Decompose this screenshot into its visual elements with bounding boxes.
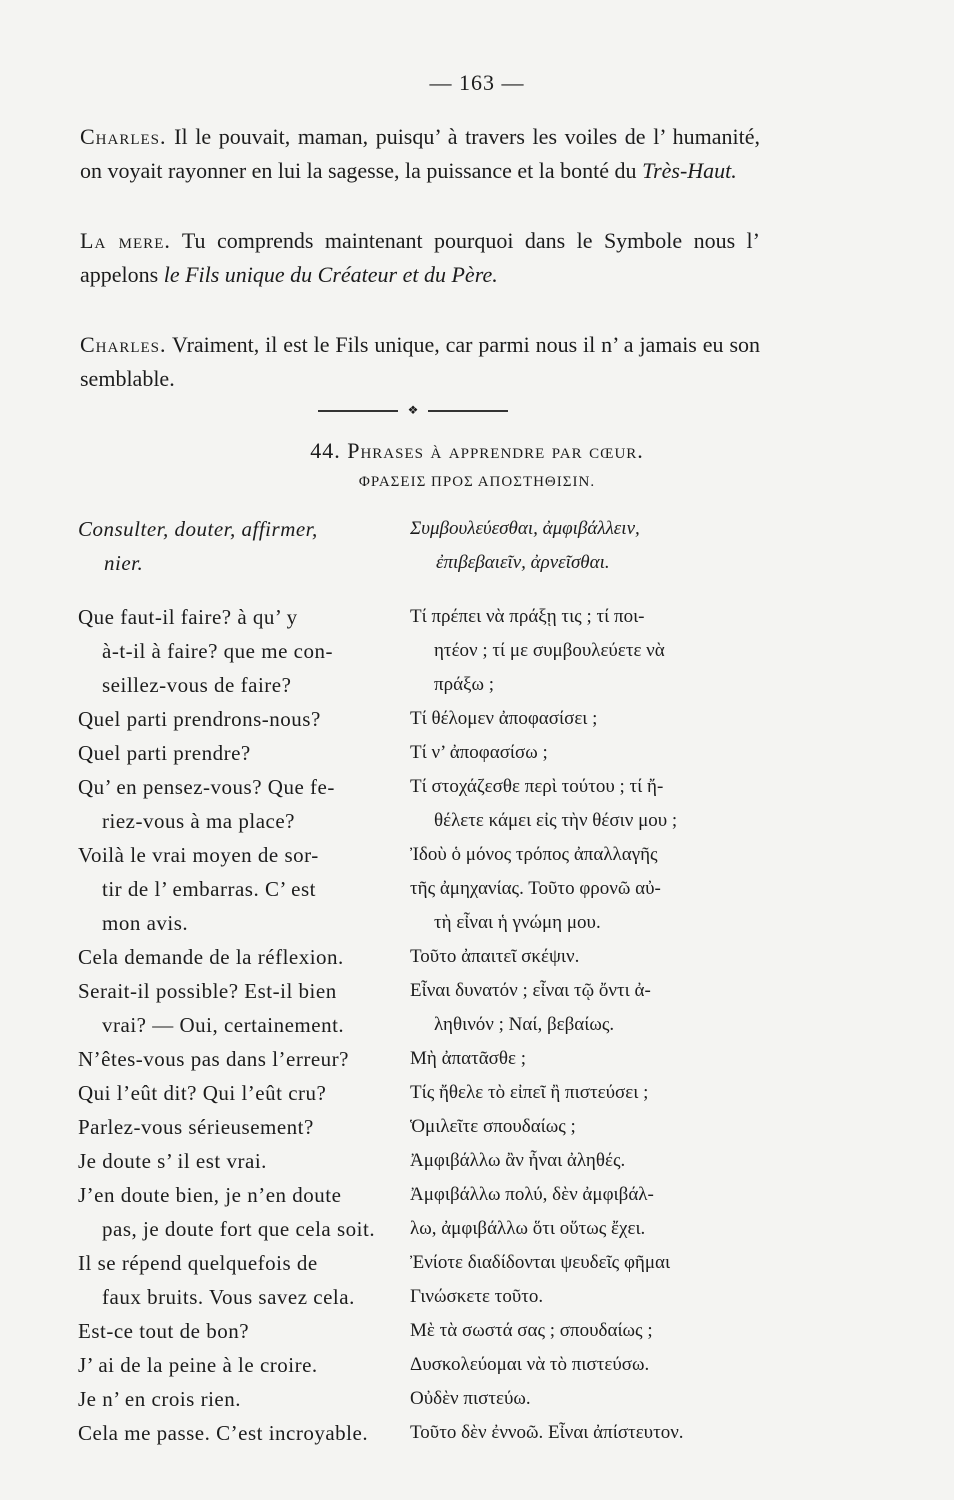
french-line: Cela me passe. C’est incroyable.: [78, 1421, 369, 1445]
greek-line: Τοῦτο δὲν ἐννοῶ. Εἶναι ἀπίστευτον.: [410, 1422, 684, 1443]
section-number: 44.: [310, 438, 341, 463]
emphasis-text: Très-Haut.: [642, 158, 737, 183]
greek-line: Μὲ τὰ σωστά σας ; σπουδαίως ;: [410, 1320, 653, 1341]
greek-line: Ὁμιλεῖτε σπουδαίως ;: [410, 1116, 576, 1137]
french-line: pas, je doute fort que cela soit.: [102, 1217, 376, 1241]
french-line: vrai? — Oui, certainement.: [102, 1013, 345, 1037]
french-line: mon avis.: [102, 911, 189, 935]
greek-line: Συμβουλεύεσθαι, ἀμφιβάλλειν,: [410, 518, 640, 539]
greek-line: Γινώσκετε τοῦτο.: [410, 1286, 544, 1307]
french-line: Quel parti prendrons-nous?: [78, 707, 321, 731]
french-line: Que faut-il faire? à qu’ y: [78, 605, 298, 629]
greek-line: Τί ν’ ἀποφασίσω ;: [410, 742, 548, 763]
french-line: Voilà le vrai moyen de sor-: [78, 843, 319, 867]
french-line: Consulter, douter, affirmer,: [78, 517, 318, 541]
french-line: Qui l’eût dit? Qui l’eût cru?: [78, 1081, 327, 1105]
french-line: Je n’ en crois rien.: [78, 1387, 241, 1411]
greek-line: τῆς ἀμηχανίας. Τοῦτο φρονῶ αὐ-: [410, 878, 661, 899]
french-line: J’ ai de la peine à le croire.: [78, 1353, 318, 1377]
french-line: à-t-il à faire? que me con-: [102, 639, 333, 663]
greek-line: Τί πρέπει νὰ πράξῃ τις ; τί ποι-: [410, 606, 645, 627]
french-line: Il se répend quelquefois de: [78, 1251, 318, 1275]
french-line: tir de l’ embarras. C’ est: [102, 877, 316, 901]
french-column: [78, 512, 408, 1450]
french-line: seillez-vous de faire?: [102, 673, 292, 697]
section-title: Phrases à apprendre par cœur.: [347, 438, 644, 463]
greek-line: Εἶναι δυνατόν ; εἶναι τῷ ὄντι ἀ-: [410, 980, 651, 1001]
french-line: riez-vous à ma place?: [102, 809, 295, 833]
greek-line: Τί στοχάζεσθε περὶ τούτου ; τί ἤ-: [410, 776, 664, 797]
french-line: Est-ce tout de bon?: [78, 1319, 250, 1343]
greek-line: Δυσκολεύομαι νὰ τὸ πιστεύσω.: [410, 1354, 650, 1375]
greek-line: ἐπιβεβαιεῖν, ἀρνεῖσθαι.: [436, 552, 610, 573]
dialogue-text: Vraiment, il est le Fils unique, car parmi nous il n’ a jamais eu son semblable.: [80, 332, 760, 391]
french-line: Parlez-vous sérieusement?: [78, 1115, 314, 1139]
section-greek-title: ΦΡΑΣΕΙΣ ΠΡΟΣ ΑΠΟΣΤΗΘΙΣΙΝ.: [358, 474, 596, 490]
page-number: — 163 —: [429, 70, 525, 95]
greek-line: Οὐδὲν πιστεύω.: [410, 1388, 531, 1409]
dialogue-paragraph-2: [80, 224, 760, 292]
french-line: faux bruits. Vous savez cela.: [102, 1285, 355, 1309]
emphasis-text: le Fils unique du Créateur et du Père.: [163, 262, 498, 287]
greek-line: θέλετε κάμει εἰς τὴν θέσιν μου ;: [434, 810, 678, 831]
french-line: Cela demande de la réflexion.: [78, 945, 344, 969]
greek-line: Ἐνίοτε διαδίδονται ψευδεῖς φῆμαι: [410, 1252, 671, 1273]
greek-line: Τοῦτο ἀπαιτεῖ σκέψιν.: [410, 946, 580, 967]
speaker-name: Charles.: [80, 124, 167, 149]
greek-line: Ἀμφιβάλλω πολύ, δὲν ἀμφιβάλ-: [410, 1184, 654, 1205]
greek-line: πράξω ;: [434, 674, 495, 695]
greek-line: ητέον ; τί με συμβουλεύετε νὰ: [434, 640, 665, 661]
greek-line: Ἀμφιβάλλω ἂν ἦναι ἀληθές.: [410, 1150, 626, 1171]
french-line: Qu’ en pensez-vous? Que fe-: [78, 775, 335, 799]
dialogue-text: Tu comprends maintenant pourquoi dans le Symbole nous l’ appelons: [80, 228, 760, 287]
greek-line: Τί θέλομεν ἀποφασίσει ;: [410, 708, 598, 729]
greek-line: Μὴ ἀπατᾶσθε ;: [410, 1048, 527, 1069]
section-heading: [0, 438, 954, 464]
greek-line: Τίς ἤθελε τὸ εἰπεῖ ἢ πιστεύσει ;: [410, 1082, 649, 1103]
french-line: Serait-il possible? Est-il bien: [78, 979, 337, 1003]
greek-line: λω, ἀμφιβάλλω ὅτι οὕτως ἔχει.: [410, 1218, 646, 1239]
dialogue-text: Il le pouvait, maman, puisqu’ à travers les voiles de l’ humanité, on voyait rayonner en lui la sagesse, la puissance et la bonté du: [80, 124, 760, 183]
french-line: N’êtes-vous pas dans l’erreur?: [78, 1047, 349, 1071]
speaker-name: La mere.: [80, 228, 171, 253]
greek-line: τὴ εἶναι ἡ γνώμη μου.: [434, 912, 601, 933]
french-line: nier.: [104, 551, 144, 575]
french-line: J’en doute bien, je n’en doute: [78, 1183, 342, 1207]
greek-column: [410, 512, 770, 1450]
dialogue-paragraph-3: [80, 328, 760, 396]
french-line: Je doute s’ il est vrai.: [78, 1149, 267, 1173]
greek-line: ληθινόν ; Ναί, βεβαίως.: [434, 1014, 615, 1035]
divider-ornament: ❖: [398, 403, 428, 417]
dialogue-paragraph-1: [80, 120, 760, 188]
french-line: Quel parti prendre?: [78, 741, 251, 765]
greek-line: Ἰδοὺ ὁ μόνος τρόπος ἀπαλλαγῆς: [410, 844, 658, 865]
speaker-name: Charles.: [80, 332, 167, 357]
